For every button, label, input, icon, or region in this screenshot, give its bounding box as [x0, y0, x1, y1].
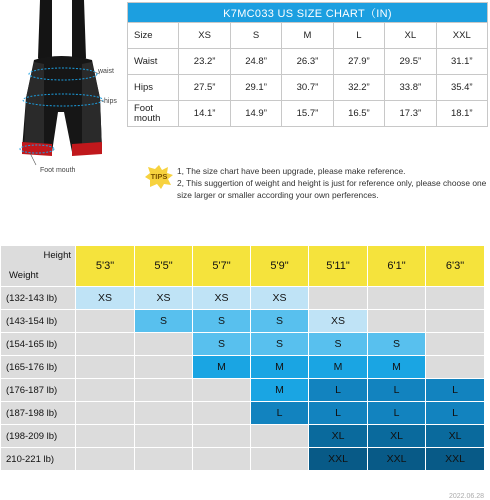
size-header-row: [128, 23, 488, 49]
bib-shorts-image: [0, 0, 126, 178]
tip-line-2: 2, This suggertion of weight and height is just for reference only, please choose one size larger or smaller according your own perferences.: [177, 178, 487, 200]
weight-label: (132-143 lb): [1, 287, 76, 310]
size-recommendation-cell: M: [251, 356, 309, 379]
weight-label: (198-209 lb): [1, 425, 76, 448]
tips-badge: [145, 165, 173, 189]
empty-cell: [135, 379, 193, 402]
measure-cell: 14.1”: [179, 101, 230, 127]
size-recommendation-cell: S: [251, 310, 309, 333]
size-recommendation-cell: M: [368, 356, 426, 379]
empty-cell: [135, 448, 193, 471]
size-recommendation-cell: S: [193, 333, 251, 356]
height-header: 6'3": [426, 246, 485, 287]
weight-row: [1, 402, 485, 425]
size-recommendation-cell: M: [251, 379, 309, 402]
size-recommendation-cell: S: [135, 310, 193, 333]
size-recommendation-cell: M: [193, 356, 251, 379]
size-col: XXL: [436, 23, 487, 49]
grid-header-row: [1, 246, 485, 287]
foot-mouth-row: [128, 101, 488, 127]
measure-cell: 35.4”: [436, 75, 487, 101]
size-recommendation-cell: XS: [251, 287, 309, 310]
empty-cell: [193, 402, 251, 425]
measure-cell: 14.9”: [230, 101, 281, 127]
size-recommendation-cell: M: [309, 356, 368, 379]
weight-label: (187-198 lb): [1, 402, 76, 425]
height-header: 5'9": [251, 246, 309, 287]
size-chart-title: K7MC033 US SIZE CHART（IN): [128, 3, 488, 23]
empty-cell: [193, 448, 251, 471]
weight-label: (176-187 lb): [1, 379, 76, 402]
size-col: XS: [179, 23, 230, 49]
measure-cell: 18.1”: [436, 101, 487, 127]
measure-cell: 31.1”: [436, 49, 487, 75]
weight-row: [1, 333, 485, 356]
size-recommendation-cell: L: [368, 379, 426, 402]
empty-cell: [76, 425, 135, 448]
measure-cell: 16.5”: [333, 101, 384, 127]
size-col: L: [333, 23, 384, 49]
empty-cell: [135, 425, 193, 448]
size-recommendation-cell: XS: [76, 287, 135, 310]
tip-line-1: 1, The size chart have been upgrade, please make reference.: [177, 166, 406, 176]
measure-cell: 29.1”: [230, 75, 281, 101]
measure-cell: 29.5”: [385, 49, 436, 75]
row-label: Hips: [128, 75, 179, 101]
tips-badge-label: TIPS: [150, 172, 168, 181]
size-recommendation-cell: S: [251, 333, 309, 356]
row-label: Waist: [128, 49, 179, 75]
size-recommendation-cell: XXL: [309, 448, 368, 471]
size-recommendation-cell: S: [309, 333, 368, 356]
empty-cell: [368, 310, 426, 333]
bib-shorts-illustration: [0, 0, 126, 178]
empty-cell: [426, 333, 485, 356]
tips-text: [177, 165, 487, 201]
empty-cell: [251, 425, 309, 448]
empty-cell: [76, 310, 135, 333]
size-recommendation-cell: L: [426, 402, 485, 425]
size-recommendation-cell: L: [309, 402, 368, 425]
size-recommendation-cell: XS: [135, 287, 193, 310]
size-col: S: [230, 23, 281, 49]
measure-cell: 15.7”: [282, 101, 333, 127]
size-header-label: Size: [128, 23, 179, 49]
empty-cell: [193, 425, 251, 448]
empty-cell: [426, 356, 485, 379]
weight-row: [1, 448, 485, 471]
size-col: XL: [385, 23, 436, 49]
height-header: 5'3": [76, 246, 135, 287]
weight-row: [1, 379, 485, 402]
size-recommendation-cell: L: [309, 379, 368, 402]
empty-cell: [76, 448, 135, 471]
weight-row: [1, 425, 485, 448]
height-weight-fit-grid: [0, 245, 485, 471]
empty-cell: [76, 379, 135, 402]
empty-cell: [426, 287, 485, 310]
size-recommendation-cell: L: [426, 379, 485, 402]
hips-row: [128, 75, 488, 101]
measure-cell: 24.8”: [230, 49, 281, 75]
measure-cell: 30.7”: [282, 75, 333, 101]
row-label: Foot mouth: [128, 101, 179, 127]
measure-cell: 32.2”: [333, 75, 384, 101]
empty-cell: [135, 333, 193, 356]
size-recommendation-cell: S: [193, 310, 251, 333]
hips-label: hips: [104, 98, 117, 105]
empty-cell: [193, 379, 251, 402]
empty-cell: [135, 356, 193, 379]
waist-label: waist: [98, 68, 114, 75]
size-recommendation-cell: L: [368, 402, 426, 425]
empty-cell: [76, 333, 135, 356]
empty-cell: [135, 402, 193, 425]
weight-axis-label: Weight: [9, 270, 39, 281]
size-recommendation-cell: XL: [309, 425, 368, 448]
size-recommendation-cell: XL: [368, 425, 426, 448]
size-col: M: [282, 23, 333, 49]
empty-cell: [309, 287, 368, 310]
height-header: 5'7": [193, 246, 251, 287]
size-recommendation-cell: XS: [309, 310, 368, 333]
measure-cell: 23.2”: [179, 49, 230, 75]
measure-cell: 33.8”: [385, 75, 436, 101]
measure-cell: 26.3”: [282, 49, 333, 75]
size-recommendation-cell: L: [251, 402, 309, 425]
size-recommendation-cell: S: [368, 333, 426, 356]
size-recommendation-cell: XXL: [426, 448, 485, 471]
empty-cell: [426, 310, 485, 333]
weight-label: (154-165 lb): [1, 333, 76, 356]
weight-row: [1, 356, 485, 379]
grid-corner: [1, 246, 76, 287]
measure-cell: 17.3”: [385, 101, 436, 127]
weight-row: [1, 287, 485, 310]
date-stamp: 2022.06.28: [448, 493, 484, 500]
weight-label: (165-176 lb): [1, 356, 76, 379]
size-recommendation-cell: XXL: [368, 448, 426, 471]
height-axis-label: Height: [43, 250, 71, 261]
foot-mouth-label: Foot mouth: [40, 167, 76, 174]
empty-cell: [76, 356, 135, 379]
waist-row: [128, 49, 488, 75]
size-recommendation-cell: XS: [193, 287, 251, 310]
us-size-chart: [127, 2, 488, 127]
empty-cell: [76, 402, 135, 425]
height-header: 5'5": [135, 246, 193, 287]
empty-cell: [368, 287, 426, 310]
weight-label: 210-221 lb): [1, 448, 76, 471]
measure-cell: 27.5”: [179, 75, 230, 101]
size-recommendation-cell: XL: [426, 425, 485, 448]
height-header: 5'11": [309, 246, 368, 287]
height-header: 6'1": [368, 246, 426, 287]
empty-cell: [251, 448, 309, 471]
measure-cell: 27.9”: [333, 49, 384, 75]
weight-label: (143-154 lb): [1, 310, 76, 333]
weight-row: [1, 310, 485, 333]
